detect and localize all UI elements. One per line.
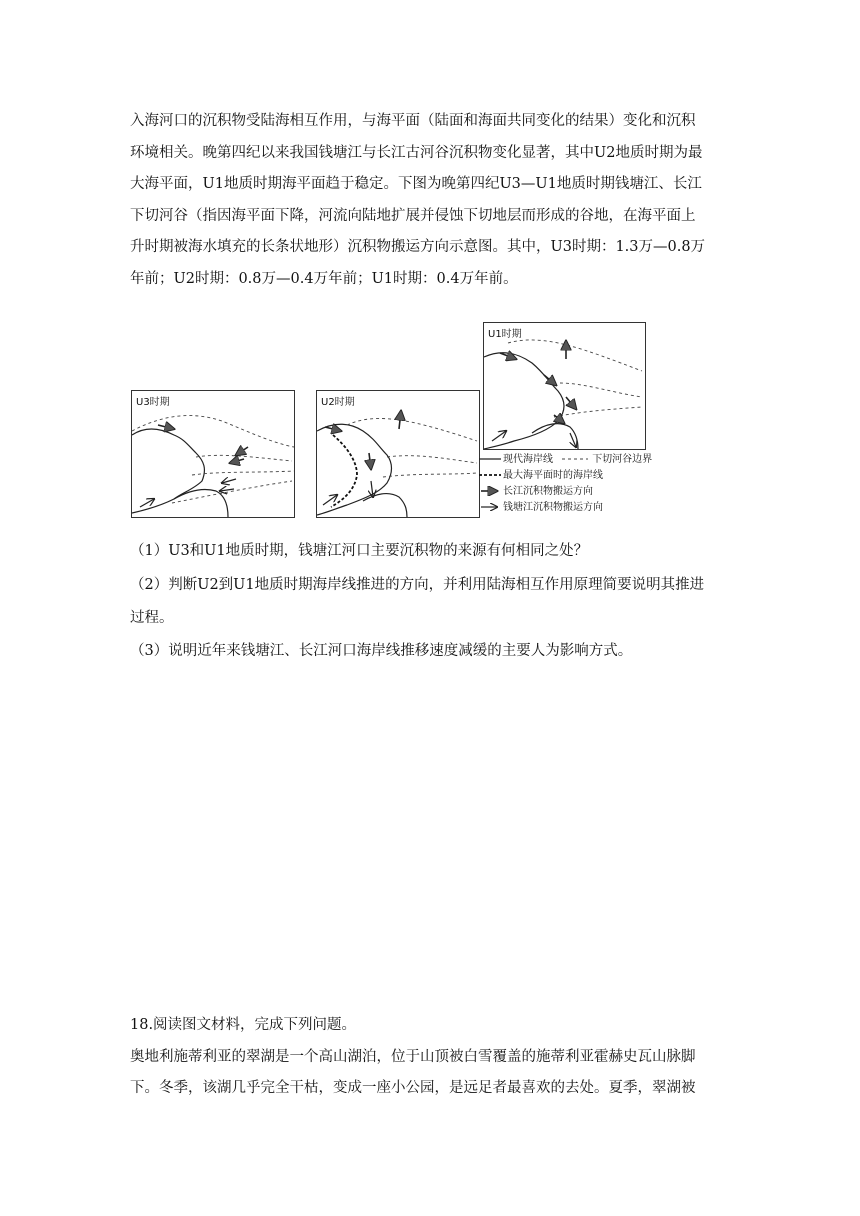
passage-line: 升时期被海水填充的长条状地形）沉积物搬运方向示意图。其中，U3时期：1.3万—0.8万 bbox=[130, 239, 706, 255]
legend-yangtze-direction: 长江沉积物搬运方向 bbox=[503, 486, 593, 497]
panel-u2 bbox=[316, 390, 480, 518]
legend-row bbox=[479, 500, 669, 516]
valley-boundary bbox=[554, 407, 642, 417]
question-1: （1）U3和U1地质时期，钱塘江河口主要沉积物的来源有何相同之处？ bbox=[130, 543, 589, 559]
question-2 bbox=[130, 569, 730, 635]
legend-row bbox=[479, 452, 669, 468]
valley-boundary bbox=[347, 418, 477, 441]
valley-boundary bbox=[196, 455, 292, 461]
yangtze-arrow bbox=[230, 459, 244, 463]
section-18 bbox=[130, 1010, 730, 1105]
qiantang-arrow bbox=[140, 499, 154, 507]
passage-line: 年前；U2时期：0.8万—0.4万年前；U1时期：0.4万年前。 bbox=[130, 270, 518, 287]
qiantang-arrow bbox=[222, 479, 236, 483]
section-18-line: 下。冬季，该湖几乎完全干枯，变成一座小公园，是远足者最喜欢的去处。夏季，翠湖被 bbox=[130, 1080, 696, 1096]
question-2-line: （2）判断U2到U1地质时期海岸线推进的方向，并利用陆海相互作用原理简要说明其推进 bbox=[130, 577, 705, 593]
question-3: （3）说明近年来钱塘江、长江河口海岸线推移速度减缓的主要人为影响方式。 bbox=[130, 643, 633, 659]
panel-u1-label: U1时期 bbox=[488, 329, 522, 340]
panel-u3 bbox=[131, 390, 295, 518]
qiantang-arrow bbox=[323, 495, 337, 505]
section-18-line: 奥地利施蒂利亚的翠湖是一个高山湖泊，位于山顶被白雪覆盖的施蒂利亚霍赫史瓦山脉脚 bbox=[130, 1048, 696, 1065]
legend-qiantang-direction: 钱塘江沉积物搬运方向 bbox=[503, 502, 603, 513]
passage-line: 环境相关。晚第四纪以来我国钱塘江与长江古河谷沉积物变化显著，其中U2地质时期为最 bbox=[130, 144, 703, 161]
passage-line: 入海河口的沉积物受陆海相互作用，与海平面（陆面和海面共同变化的结果）变化和沉积 bbox=[130, 113, 696, 129]
legend-max-sea-coast: 最大海平面时的海岸线 bbox=[503, 470, 603, 481]
valley-boundary bbox=[192, 471, 294, 475]
modern-coastline bbox=[363, 494, 407, 517]
passage bbox=[130, 106, 730, 295]
section-18-heading: 18.阅读图文材料，完成下列问题。 bbox=[130, 1017, 357, 1033]
passage-line: 大海平面，U1地质时期海平面趋于稳定。下图为晚第四纪U3—U1地质时期钱塘江、长江 bbox=[130, 176, 702, 192]
valley-boundary bbox=[508, 340, 642, 371]
question-2-line: 过程。 bbox=[130, 610, 174, 626]
yangtze-arrow bbox=[158, 425, 174, 429]
valley-boundary bbox=[383, 473, 477, 477]
modern-coastline bbox=[484, 353, 564, 449]
panel-u2-label: U2时期 bbox=[321, 397, 355, 408]
valley-boundary bbox=[132, 416, 294, 447]
qiantang-arrow bbox=[492, 431, 506, 441]
yangtze-arrow bbox=[236, 447, 248, 455]
yangtze-arrow bbox=[325, 427, 341, 431]
legend-modern-coast: 现代海岸线 bbox=[503, 454, 553, 465]
modern-coastline bbox=[132, 429, 204, 513]
panel-u3-label: U3时期 bbox=[136, 397, 170, 408]
sediment-transport-figure bbox=[125, 318, 670, 523]
legend-row bbox=[479, 468, 669, 484]
yangtze-arrow bbox=[566, 397, 576, 409]
panel-u1 bbox=[483, 322, 646, 450]
qiantang-arrow bbox=[220, 489, 234, 491]
yangtze-arrow bbox=[369, 453, 371, 469]
figure-legend bbox=[479, 452, 669, 516]
legend-valley-boundary: 下切河谷边界 bbox=[592, 454, 653, 465]
valley-boundary bbox=[387, 456, 477, 463]
passage-line: 下切河谷（指因海平面下降，河流向陆地扩展并侵蚀下切地层而形成的谷地，在海平面上 bbox=[130, 207, 696, 224]
yangtze-arrow bbox=[544, 375, 556, 385]
yangtze-arrow bbox=[554, 415, 564, 423]
yangtze-arrow bbox=[399, 411, 401, 429]
valley-boundary bbox=[560, 383, 642, 397]
legend-row bbox=[479, 484, 669, 500]
